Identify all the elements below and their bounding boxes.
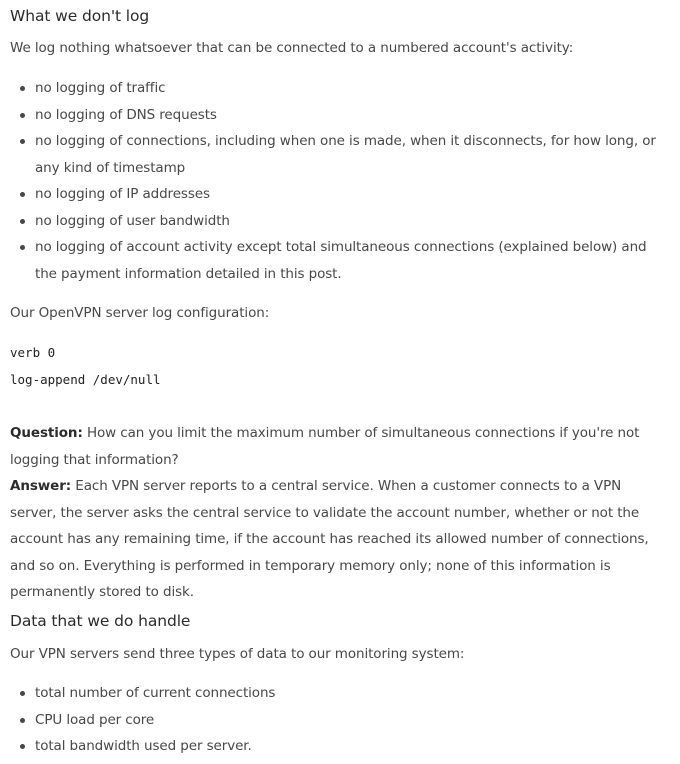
heading-data-we-handle: Data that we do handle [10, 612, 191, 630]
no-logging-list [10, 75, 670, 287]
list-item: no logging of DNS requests [10, 102, 670, 129]
heading-what-we-dont-log: What we don't log [10, 7, 150, 25]
list-item: no logging of user bandwidth [10, 208, 670, 235]
list-item: no logging of IP addresses [10, 181, 670, 208]
answer-paragraph [10, 473, 670, 606]
monitoring-intro: Our VPN servers send three types of data to our monitoring system: [10, 646, 465, 662]
question-paragraph [10, 420, 670, 473]
monitoring-list [10, 680, 670, 760]
intro-paragraph: We log nothing whatsoever that can be connected to a numbered account's activity: [10, 40, 574, 56]
code-line: log-append /dev/null [10, 371, 161, 387]
config-intro: Our OpenVPN server log configuration: [10, 305, 270, 321]
question-label: Question: [10, 425, 83, 441]
list-item: CPU load per core [10, 707, 670, 734]
list-item: total bandwidth used per server. [10, 733, 670, 760]
code-line: verb 0 [10, 345, 56, 360]
answer-label: Answer: [10, 478, 72, 494]
list-item: no logging of account activity except total simultaneous connections (explained below) and the payment information detailed in this post. [10, 234, 670, 287]
code-block [10, 340, 670, 393]
answer-text: Each VPN server reports to a central service. When a customer connects to a VPN server, the server asks the central service to validate the account number, whether or not the account has any remaining time, if the account has reached its allowed number of connections, and so on. Everything is performed in temporary memory only; none of this information is permanently stored to disk. [10, 478, 649, 600]
list-item: no logging of traffic [10, 75, 670, 102]
question-text: How can you limit the maximum number of simultaneous connections if you're not logging that information? [10, 425, 640, 468]
list-item: no logging of connections, including when one is made, when it disconnects, for how long, or any kind of timestamp [10, 128, 670, 181]
list-item: total number of current connections [10, 680, 670, 707]
